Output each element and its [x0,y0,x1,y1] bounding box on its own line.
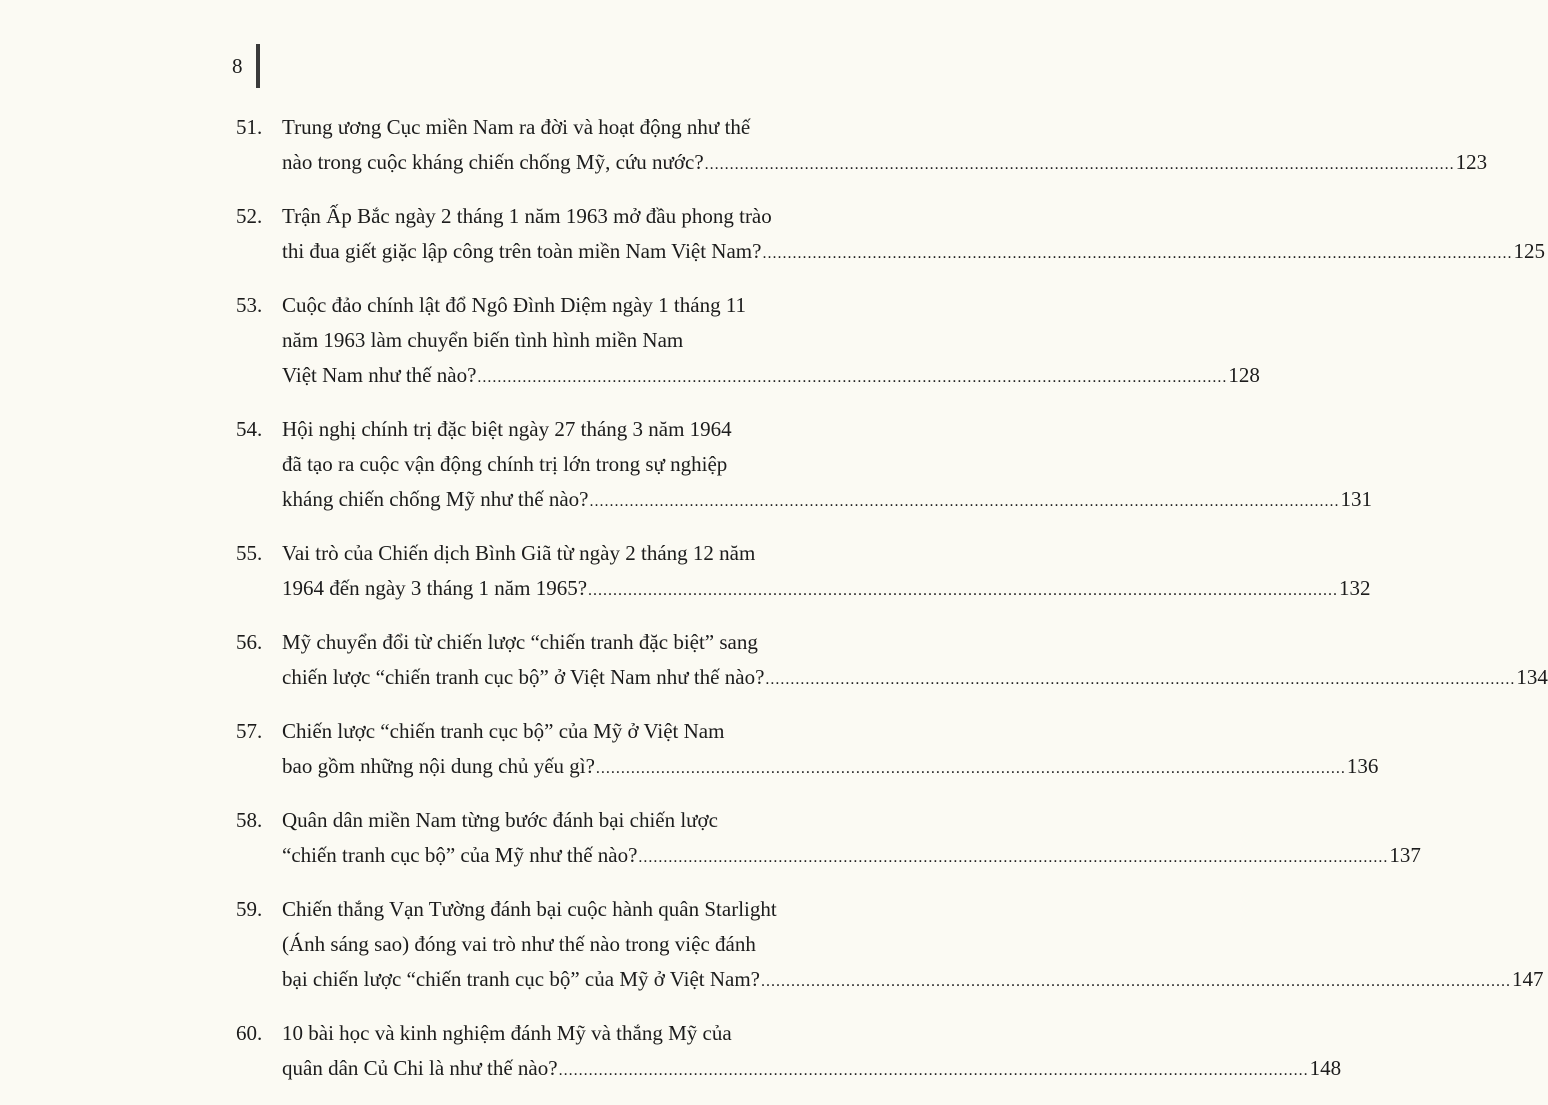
entry-number: 55. [236,541,263,565]
entry-title-line: thi đua giết giặc lập công trên toàn miền Nam Việt Nam? [282,239,762,263]
entry-page-number: 125 [1513,239,1545,263]
entry-page-number: 123 [1455,150,1488,174]
entry-number: 58. [236,808,263,832]
page-number: 8 [232,53,243,78]
entry-title-line: Quân dân miền Nam từng bước đánh bại chiến lược [282,808,718,832]
page-header [232,42,260,90]
header-rule [256,44,260,88]
entry-title-line: 10 bài học và kinh nghiệm đánh Mỹ và thắng Mỹ của [282,1021,732,1045]
toc-entry [236,892,1544,999]
toc-entry [236,412,1372,519]
entry-number: 59. [236,897,263,921]
toc-entry [236,199,1545,271]
entry-page-number: 148 [1309,1056,1342,1080]
entry-final-line [282,571,1371,608]
dot-leader [765,662,1515,697]
entry-number: 54. [236,417,263,441]
entry-title-line: Trung ương Cục miền Nam ra đời và hoạt động như thế [282,115,751,139]
entry-page-number: 128 [1228,363,1260,387]
entry-number: 53. [236,293,263,317]
entry-number: 56. [236,630,263,654]
entry-number: 51. [236,115,263,139]
entry-title-line: (Ánh sáng sao) đóng vai trò như thế nào trong việc đánh [282,932,756,956]
entry-final-line [282,358,1260,395]
dot-leader [761,964,1511,999]
entry-final-line [282,234,1545,271]
entry-title-line: “chiến tranh cục bộ” của Mỹ như thế nào? [282,843,638,867]
entry-number: 60. [236,1021,263,1045]
entry-page-number: 132 [1339,576,1371,600]
toc-entry [236,288,1260,395]
entry-number: 57. [236,719,263,743]
entry-title-line: bại chiến lược “chiến tranh cục bộ” của Mỹ ở Việt Nam? [282,967,761,991]
entry-title-line: Việt Nam như thế nào? [282,363,477,387]
dot-leader [588,573,1338,608]
entry-title-line: quân dân Củ Chi là như thế nào? [282,1056,558,1080]
entry-final-line [282,749,1379,786]
toc-entry [236,625,1548,697]
entry-title-line: Trận Ấp Bắc ngày 2 tháng 1 năm 1963 mở đầu phong trào [282,204,772,228]
toc-entry [236,110,1488,182]
entry-page-number: 134 [1516,665,1548,689]
entry-title-line: Vai trò của Chiến dịch Bình Giã từ ngày 2 tháng 12 năm [282,541,756,565]
dot-leader [762,236,1512,271]
entry-page-number: 136 [1346,754,1379,778]
entry-final-line [282,1051,1342,1088]
table-of-contents [236,110,1548,1105]
entry-final-line [282,660,1548,697]
entry-title-line: chiến lược “chiến tranh cục bộ” ở Việt Nam như thế nào? [282,665,765,689]
entry-final-line [282,145,1488,182]
entry-title-line: bao gồm những nội dung chủ yếu gì? [282,754,595,778]
entry-title-line: kháng chiến chống Mỹ như thế nào? [282,487,589,511]
toc-entry [236,714,1379,786]
entry-page-number: 147 [1512,967,1544,991]
entry-final-line [282,482,1372,519]
entry-title-line: Chiến thắng Vạn Tường đánh bại cuộc hành quân Starlight [282,897,777,921]
dot-leader [589,484,1339,519]
entry-final-line [282,962,1544,999]
entry-title-line: năm 1963 làm chuyển biến tình hình miền Nam [282,328,684,352]
toc-entry [236,803,1421,875]
entry-title-line: Chiến lược “chiến tranh cục bộ” của Mỹ ở Việt Nam [282,719,725,743]
dot-leader [638,840,1388,875]
toc-entry [236,1016,1342,1088]
entry-title-line: nào trong cuộc kháng chiến chống Mỹ, cứu nước? [282,150,704,174]
entry-title-line: Cuộc đảo chính lật đổ Ngô Đình Diệm ngày 1 tháng 11 [282,293,747,317]
dot-leader [596,751,1346,786]
entry-title-line: 1964 đến ngày 3 tháng 1 năm 1965? [282,576,588,600]
entry-title-line: Hội nghị chính trị đặc biệt ngày 27 tháng 3 năm 1964 [282,417,732,441]
entry-page-number: 131 [1340,487,1372,511]
dot-leader [477,360,1227,395]
entry-title-line: Mỹ chuyển đổi từ chiến lược “chiến tranh đặc biệt” sang [282,630,758,654]
entry-number: 52. [236,204,263,228]
entry-title-line: đã tạo ra cuộc vận động chính trị lớn trong sự nghiệp [282,452,728,476]
entry-final-line [282,838,1421,875]
entry-page-number: 137 [1389,843,1421,867]
dot-leader [559,1053,1309,1088]
toc-entry [236,536,1371,608]
dot-leader [705,147,1455,182]
